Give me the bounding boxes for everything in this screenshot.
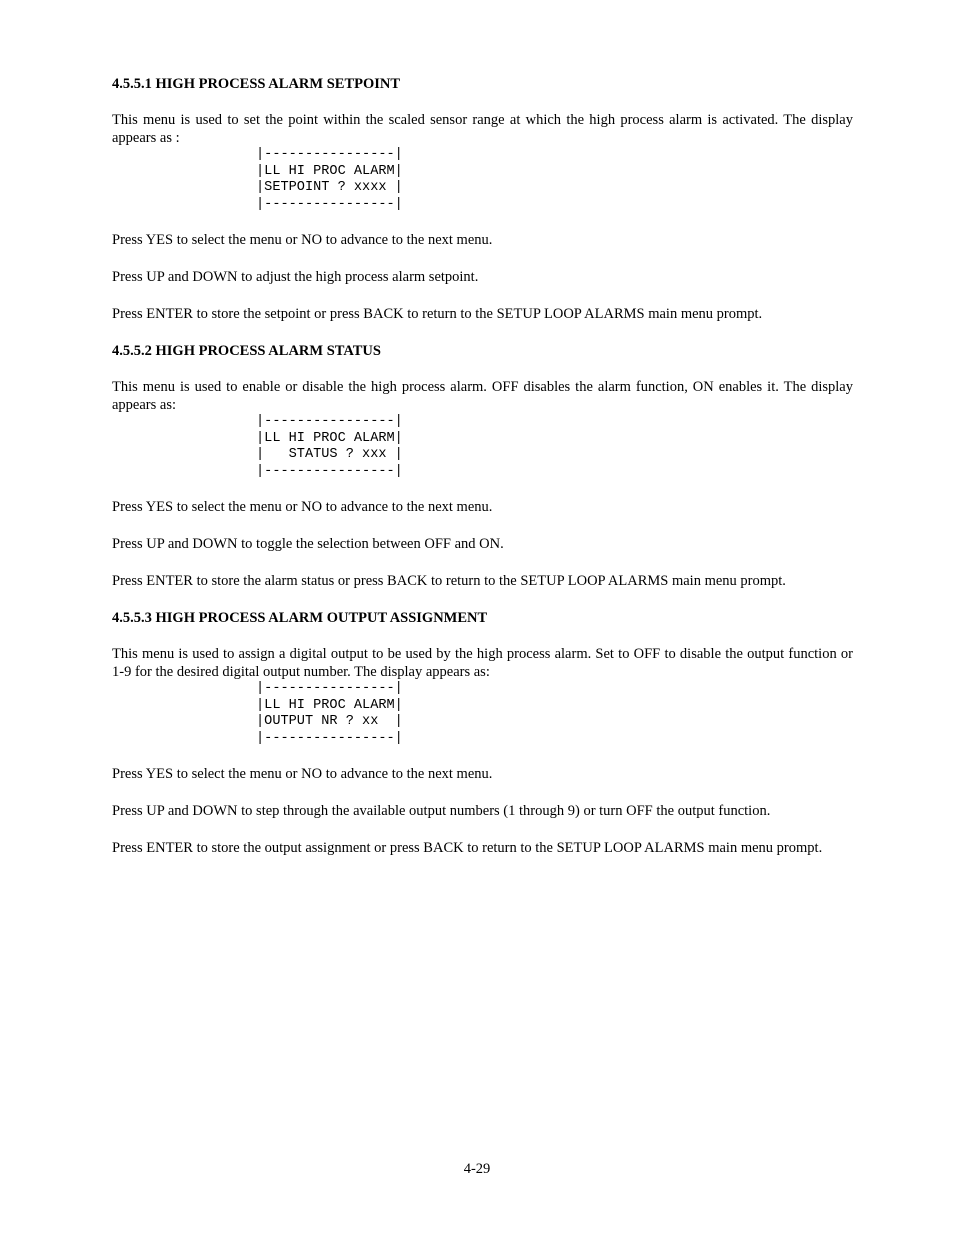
lcd-line: |----------------| — [256, 730, 403, 746]
lcd-line: |----------------| — [256, 463, 403, 479]
lcd-line: |LL HI PROC ALARM| — [256, 163, 403, 179]
section-heading: 4.5.5.1 HIGH PROCESS ALARM SETPOINT — [112, 76, 401, 92]
lcd-line: |----------------| — [256, 414, 403, 429]
lcd-line: |----------------| — [256, 147, 403, 162]
section-high-process-alarm-output-assignment — [112, 609, 853, 857]
lcd-line: |OUTPUT NR ? xx | — [256, 714, 403, 729]
section-intro: This menu is used to enable or disable the high process alarm. OFF disables the alarm function, ON enables it. The display appears as: — [112, 379, 853, 413]
instruction-text: Press YES to select the menu or NO to advance to the next menu. — [112, 766, 493, 782]
section-heading: 4.5.5.2 HIGH PROCESS ALARM STATUS — [112, 343, 381, 359]
page-number: 4-29 — [463, 1161, 491, 1177]
instruction-text: Press UP and DOWN to adjust the high process alarm setpoint. — [112, 269, 479, 285]
lcd-line: | STATUS ? xxx | — [256, 447, 403, 462]
instruction-text: Press UP and DOWN to step through the available output numbers (1 through 9) or turn OFF the output function. — [112, 803, 771, 819]
lcd-line: |----------------| — [256, 681, 403, 696]
lcd-line: |----------------| — [256, 196, 403, 212]
lcd-line: |SETPOINT ? xxxx | — [256, 180, 403, 195]
instruction-text: Press YES to select the menu or NO to advance to the next menu. — [112, 499, 493, 515]
instruction-text: Press ENTER to store the output assignment or press BACK to return to the SETUP LOOP ALARMS main menu prompt. — [112, 840, 823, 856]
lcd-line: |LL HI PROC ALARM| — [256, 697, 403, 713]
section-intro: This menu is used to set the point within the scaled sensor range at which the high process alarm is activated. The display appears as : — [112, 112, 853, 146]
instruction-text: Press YES to select the menu or NO to advance to the next menu. — [112, 232, 493, 248]
section-intro: This menu is used to assign a digital output to be used by the high process alarm. Set to OFF to disable the output function or 1-9 for the desired digital output number. The display appears as: — [112, 646, 853, 680]
instruction-text: Press ENTER to store the alarm status or press BACK to return to the SETUP LOOP ALARMS main menu prompt. — [112, 573, 786, 589]
lcd-display — [256, 147, 853, 213]
section-high-process-alarm-status — [112, 342, 853, 609]
lcd-display — [256, 414, 853, 480]
page-content — [112, 75, 853, 857]
section-high-process-alarm-setpoint — [112, 75, 853, 342]
section-heading: 4.5.5.3 HIGH PROCESS ALARM OUTPUT ASSIGNMENT — [112, 610, 488, 626]
instruction-text: Press ENTER to store the setpoint or press BACK to return to the SETUP LOOP ALARMS main menu prompt. — [112, 306, 763, 322]
lcd-line: |LL HI PROC ALARM| — [256, 430, 403, 446]
instruction-text: Press UP and DOWN to toggle the selection between OFF and ON. — [112, 536, 504, 552]
lcd-display — [256, 681, 853, 747]
